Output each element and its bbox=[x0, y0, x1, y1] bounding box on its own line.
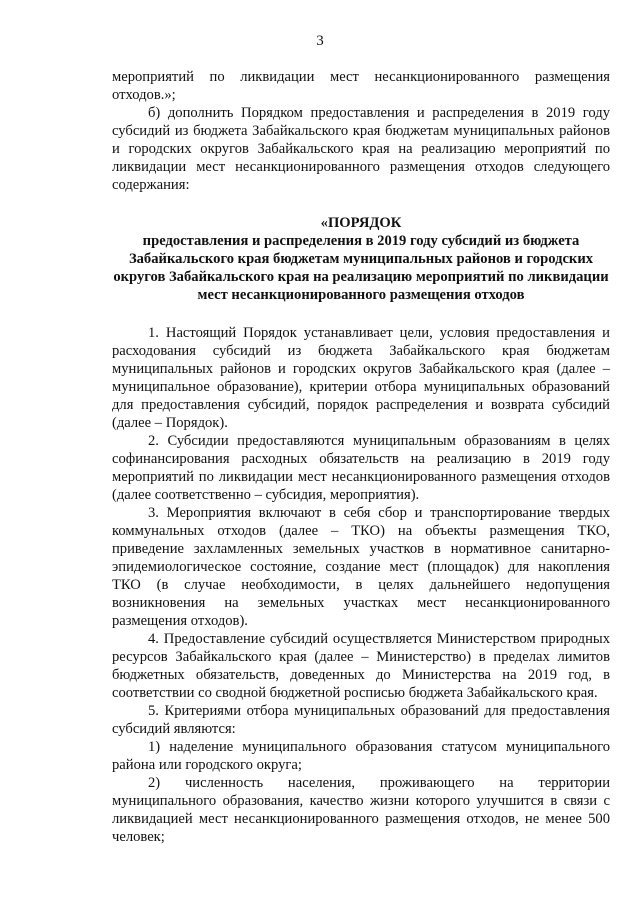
document-body bbox=[112, 68, 610, 846]
list-item-2: 2) численность населения, проживающего на территории муниципального образования, качество жизни которого улучшится в связи с ликвидацией мест несанкционированного размещения отходов, не менее 500 человек; bbox=[112, 775, 610, 845]
paragraph-2: 2. Субсидии предоставляются муниципальным образованиям в целях софинансирования расходных обязательств на реализацию в 2019 году мероприятий по ликвидации мест несанкционированного размещения отходов (далее соответственно – субсидия, мероприятия). bbox=[112, 433, 610, 503]
intro-paragraph: б) дополнить Порядком предоставления и распределения в 2019 году субсидий из бюджета Забайкальского края бюджетам муниципальных районов и городских округов Забайкальского края на реализацию мероприятий по ликвидации мест несанкционированного размещения отходов следующего содержания: bbox=[112, 105, 610, 193]
paragraph-3: 3. Мероприятия включают в себя сбор и транспортирование твердых коммунальных отходов (далее – ТКО) на объекты размещения ТКО, приведение захламленных земельных участков в нормативное санитарно-эпидемиологическое состояние, создание мест (площадок) для накопления ТКО (в случае необходимости, в целях дальнейшего недопущения возникновения на земельных участках мест несанкционированного размещения отходов). bbox=[112, 505, 610, 629]
paragraph-1: 1. Настоящий Порядок устанавливает цели, условия предоставления и расходования субсидий из бюджета Забайкальского края бюджетам муниципальных районов и городских округов Забайкальского края (далее – муниципальное образование), критерии отбора муниципальных образований для предоставления субсидий, порядок распределения и возврата субсидий (далее – Порядок). bbox=[112, 325, 610, 431]
page-number: 3 bbox=[316, 33, 324, 49]
heading-subtitle: предоставления и распределения в 2019 году субсидий из бюджета Забайкальского края бюджетам муниципальных районов и городских округов Забайкальского края на реализацию мероприятий по ликвидации мест несанкционированного размещения отходов bbox=[113, 233, 609, 303]
heading-title: «ПОРЯДОК bbox=[320, 215, 402, 231]
section-heading bbox=[112, 214, 610, 304]
paragraph-4: 4. Предоставление субсидий осуществляется Министерством природных ресурсов Забайкальского края (далее – Министерство) в пределах лимитов бюджетных обязательств, доведенных до Министерства на 2019 год, в соответствии со сводной бюджетной росписью бюджета Забайкальского края. bbox=[112, 631, 610, 701]
intro-paragraph: мероприятий по ликвидации мест несанкционированного размещения отходов.»; bbox=[112, 69, 610, 103]
paragraph-5: 5. Критериями отбора муниципальных образований для предоставления субсидий являются: bbox=[112, 703, 610, 737]
list-item-1: 1) наделение муниципального образования статусом муниципального района или городского округа; bbox=[112, 739, 610, 773]
